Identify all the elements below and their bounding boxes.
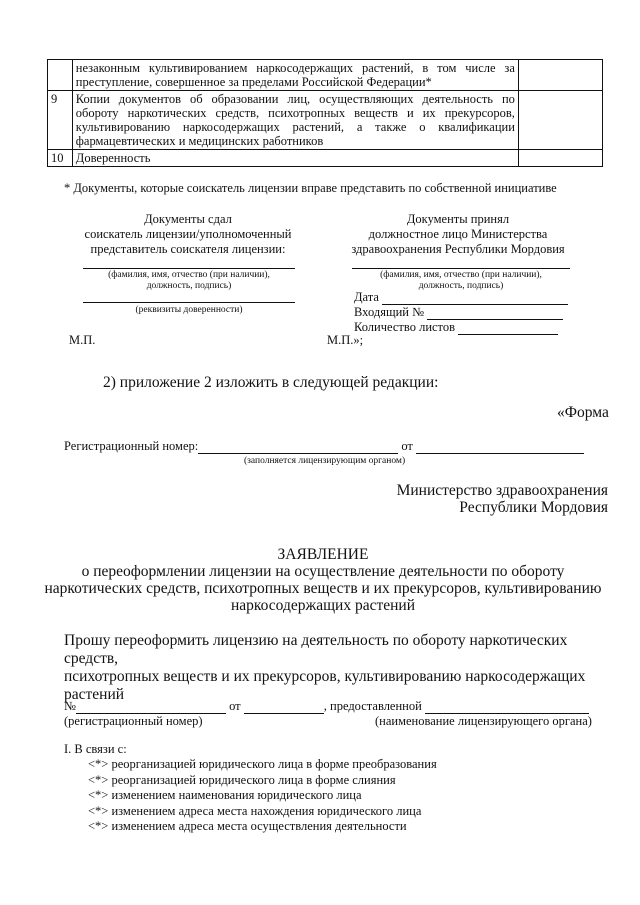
hint-text: должность, подпись) — [418, 281, 504, 291]
request-text — [64, 632, 610, 704]
registration-date-field[interactable] — [416, 453, 584, 454]
registration-label: Регистрационный номер: — [64, 439, 199, 453]
license-date-field[interactable] — [244, 713, 324, 714]
table-row — [48, 91, 603, 150]
date-label: Дата — [354, 290, 379, 304]
license-provided: , предоставленной — [323, 699, 422, 713]
request-line1: Прошу переоформить лицензию на деятельность по обороту наркотических средств, — [64, 632, 568, 667]
amendment-text: 2) приложение 2 изложить в следующей редакции: — [103, 374, 439, 391]
submitter-line3: представитель соискателя лицензии: — [90, 242, 286, 256]
reasons-list — [88, 757, 437, 835]
row-text: незаконным культивированием наркосодержащих растений, в том числе за преступление, совершенное за пределами Российской Федерации* — [72, 60, 518, 91]
list-item[interactable]: <*> реорганизацией юридического лица в форме слияния — [88, 772, 396, 787]
documents-table — [47, 59, 603, 167]
submitter-signature-hint — [83, 268, 295, 292]
license-line — [64, 699, 610, 714]
list-item[interactable]: <*> реорганизацией юридического лица в форме преобразования — [88, 757, 437, 771]
statement-sub2: наркотических средств, психотропных веществ и их прекурсоров, культивированию — [44, 580, 602, 597]
licensing-authority-hint: (наименование лицензирующего органа) — [375, 714, 592, 728]
stamp-left: М.П. — [69, 333, 96, 347]
table-row — [48, 150, 603, 167]
row-number — [48, 60, 73, 91]
row-number: 9 — [48, 91, 73, 150]
form-label: «Форма — [557, 404, 609, 421]
row-text: Копии документов об образовании лиц, осуществляющих деятельность по обороту наркотических средств, психотропных веществ и их прекурсоров, культивированию наркосодержащих растений, а также о квалификации фармацевтических и медицинских работников — [72, 91, 518, 150]
row-mark-cell — [518, 91, 602, 150]
registration-hint: (заполняется лицензирующим органом) — [244, 456, 406, 466]
footnote: * Документы, которые соискатель лицензии вправе представить по собственной инициативе — [64, 181, 557, 195]
incoming-label: Входящий № — [354, 305, 425, 319]
proxy-details-hint: (реквизиты доверенности) — [83, 302, 295, 316]
row-mark-cell — [518, 150, 602, 167]
statement-sub3: наркосодержащих растений — [231, 597, 415, 614]
number-sign: № — [64, 699, 76, 713]
receipt-fields — [354, 290, 574, 335]
receiver-signature-hint — [352, 268, 570, 292]
registration-from: от — [401, 439, 413, 453]
addressee — [360, 482, 608, 516]
receiver-block — [338, 212, 578, 257]
row-number: 10 — [48, 150, 73, 167]
license-number-hint: (регистрационный номер) — [64, 714, 203, 728]
addressee-line1: Министерство здравоохранения — [396, 482, 608, 499]
submitter-line1: Документы сдал — [144, 212, 232, 226]
table-row — [48, 60, 603, 91]
row-text: Доверенность — [72, 150, 518, 167]
page-title: ЗАЯВЛЕНИЕ — [277, 546, 369, 563]
row-mark-cell — [518, 60, 602, 91]
request-line3: растений — [64, 686, 125, 703]
submitter-block — [68, 212, 308, 257]
receiver-line2: должностное лицо Министерства — [368, 227, 548, 241]
registration-number-field[interactable] — [198, 453, 398, 454]
list-item[interactable]: <*> изменением адреса места нахождения юридического лица — [88, 803, 422, 818]
request-line2: психотропных веществ и их прекурсоров, культивированию наркосодержащих — [64, 668, 586, 685]
sheets-label: Количество листов — [354, 320, 456, 334]
hint-text: должность, подпись) — [146, 281, 232, 291]
reasons-heading: I. В связи с: — [64, 742, 127, 756]
license-from: от — [229, 699, 241, 713]
submitter-line2: соискатель лицензии/уполномоченный — [84, 227, 292, 241]
hint-text: (фамилия, имя, отчество (при наличии), — [380, 270, 542, 280]
addressee-line2: Республики Мордовия — [459, 499, 608, 516]
receiver-line3: здравоохранения Республики Мордовия — [351, 242, 565, 256]
stamp-right: М.П.»; — [327, 333, 364, 347]
receiver-line1: Документы принял — [406, 212, 510, 226]
list-item[interactable]: <*> изменением адреса места осуществления деятельности — [88, 819, 407, 833]
hint-text: (фамилия, имя, отчество (при наличии), — [108, 270, 270, 280]
statement-heading — [40, 546, 606, 614]
registration-line — [64, 439, 604, 454]
statement-sub1: о переоформлении лицензии на осуществление деятельности по обороту — [81, 563, 565, 580]
list-item[interactable]: <*> изменением наименования юридического лица — [88, 788, 362, 802]
sheets-count-field[interactable] — [458, 334, 558, 335]
